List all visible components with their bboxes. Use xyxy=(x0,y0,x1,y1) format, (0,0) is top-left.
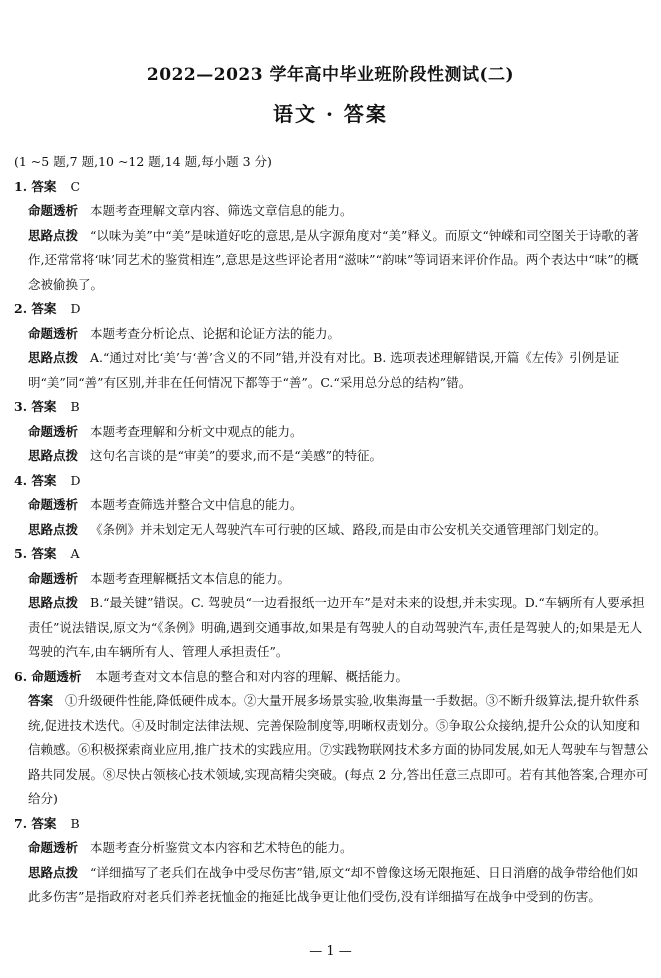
answer-label: 答案 xyxy=(31,301,57,316)
q7-hint: “详细描写了老兵们在战争中受尽伤害”错,原文“却不曾像这场无限拖延、日日消磨的战争带给他们如此多伤害”是指政府对老兵们养老抚恤金的拖延比战争更让他们受伤,没有详细描写在战争中受到的伤害。 xyxy=(28,864,639,904)
q3-answer-row xyxy=(14,395,649,420)
q3-intent: 本题考查理解和分析文中观点的能力。 xyxy=(90,423,303,439)
q5-hint-row xyxy=(14,591,649,665)
q7-intent-row xyxy=(14,836,649,861)
page-title: 2022—2023 学年高中毕业班阶段性测试(二) xyxy=(146,65,515,85)
intent-label: 命题透析 xyxy=(28,497,79,512)
intent-label: 命题透析 xyxy=(28,203,79,218)
q7-answer-row xyxy=(14,812,649,837)
answer-label: 答案 xyxy=(31,546,57,561)
q4-answer-row xyxy=(14,469,649,494)
answer-label: 答案 xyxy=(28,693,54,708)
q7-intent: 本题考查分析鉴赏文本内容和艺术特色的能力。 xyxy=(90,840,353,855)
q4-hint-row xyxy=(14,518,649,543)
q5-answer-row xyxy=(14,542,649,567)
question-7 xyxy=(14,812,649,910)
hint-label: 思路点拨 xyxy=(28,448,79,463)
q6-answer-text: ①升级硬件性能,降低硬件成本。②大量开展多场景实验,收集海量一手数据。③不断升级算法,提升软件系统,促进技术迭代。④及时制定法律法规、完善保险制度等,明晰权责划分。⑤争取公众接纳,提升公众的认知度和信赖感。⑥积极探索商业应用,推广技术的实践应用。⑦实践物联网技术多方面的协同发展,如无人驾驶车与智慧公路共同发展。⑧尽快占领核心技术领域,实现高精尖突破。(每点 2 分,答出任意三点即可。若有其他答案,合理亦可给分) xyxy=(28,693,649,806)
q3-hint-row xyxy=(14,444,649,469)
question-3 xyxy=(14,395,649,469)
answer-label: 答案 xyxy=(31,178,57,194)
q2-hint: A.“通过对比‘美’与‘善’含义的不同”错,并没有对比。B. 选项表述理解错误,开篇《左传》引例是证明“美”同“善”有区别,并非在任何情况下都等于“善”。C.“采用总分总的结构”错。 xyxy=(28,350,620,390)
q4-intent: 本题考查筛选并整合文中信息的能力。 xyxy=(90,497,303,512)
hint-label: 思路点拨 xyxy=(28,350,79,365)
q2-answer: D xyxy=(70,301,81,316)
question-4 xyxy=(14,469,649,543)
q2-answer-row xyxy=(14,297,649,322)
question-2 xyxy=(14,297,649,395)
hint-label: 思路点拨 xyxy=(28,595,79,610)
q2-number: 2. xyxy=(14,301,28,316)
q1-hint-row xyxy=(14,224,649,298)
q3-number: 3. xyxy=(14,399,28,414)
q4-answer: D xyxy=(70,472,81,488)
q1-number: 1. xyxy=(14,178,28,194)
q6-number: 6. xyxy=(14,668,28,684)
intent-label: 命题透析 xyxy=(31,668,82,684)
scoring-note: (1 ~5 题,7 题,10 ~12 题,14 题,每小题 3 分) xyxy=(14,154,272,169)
q7-number: 7. xyxy=(14,815,28,831)
q5-answer: A xyxy=(70,546,80,561)
question-5 xyxy=(14,542,649,665)
q1-intent-row xyxy=(14,199,649,224)
question-6 xyxy=(14,665,649,812)
q3-hint: 这句名言谈的是“审美”的要求,而不是“美感”的特征。 xyxy=(90,448,383,463)
q7-answer: B xyxy=(70,815,80,831)
answer-label: 答案 xyxy=(31,399,57,414)
q4-number: 4. xyxy=(14,472,28,488)
page-subtitle: 语文 · 答案 xyxy=(273,102,388,126)
q7-hint-row xyxy=(14,861,649,910)
q4-intent-row xyxy=(14,493,649,518)
q3-intent-row xyxy=(14,420,649,445)
q1-answer: C xyxy=(70,178,81,194)
intent-label: 命题透析 xyxy=(28,840,79,855)
intent-label: 命题透析 xyxy=(28,325,79,341)
q2-hint-row xyxy=(14,346,649,395)
q5-intent: 本题考查理解概括文本信息的能力。 xyxy=(90,570,291,586)
q2-intent: 本题考查分析论点、论据和论证方法的能力。 xyxy=(90,325,341,341)
q5-hint: B.“最关键”错误。C. 驾驶员“一边看报纸一边开车”是对未来的设想,并未实现。D.“车辆所有人要承担责任”说法错误,原文为“《条例》明确,遇到交通事故,如果是有驾驶人的自动驾驶汽车,责任是驾驶人的;如果是无人驾驶的汽车,由车辆所有人、管理人承担责任”。 xyxy=(28,595,645,659)
q1-intent: 本题考查理解文章内容、筛选文章信息的能力。 xyxy=(90,203,353,218)
q3-answer: B xyxy=(70,399,80,414)
q6-intent: 本题考查对文本信息的整合和对内容的理解、概括能力。 xyxy=(95,668,408,684)
q4-hint: 《条例》并未划定无人驾驶汽车可行驶的区域、路段,而是由市公安机关交通管理部门划定的。 xyxy=(90,521,607,537)
q2-intent-row xyxy=(14,322,649,347)
hint-label: 思路点拨 xyxy=(28,227,79,243)
q6-answer-row xyxy=(14,689,649,812)
page-number: — 1 — xyxy=(309,944,352,959)
question-1 xyxy=(14,175,649,298)
intent-label: 命题透析 xyxy=(28,423,79,439)
hint-label: 思路点拨 xyxy=(28,521,79,537)
q6-intent-row xyxy=(14,665,649,690)
q1-answer-row xyxy=(14,175,649,200)
answer-content xyxy=(14,150,649,910)
intent-label: 命题透析 xyxy=(28,570,79,586)
q1-hint: “以味为美”中“美”是味道好吃的意思,是从字源角度对“美”释义。而原文“钟嵘和司空图关于诗歌的著作,还常常将‘味’同艺术的鉴赏相连”,意思是这些评论者用“滋味”“韵味”等词语来评价作品。两个表达中“味”的概念被偷换了。 xyxy=(28,227,639,292)
hint-label: 思路点拨 xyxy=(28,864,79,880)
q5-intent-row xyxy=(14,567,649,592)
answer-label: 答案 xyxy=(31,472,57,488)
answer-label: 答案 xyxy=(31,815,57,831)
q5-number: 5. xyxy=(14,546,28,561)
